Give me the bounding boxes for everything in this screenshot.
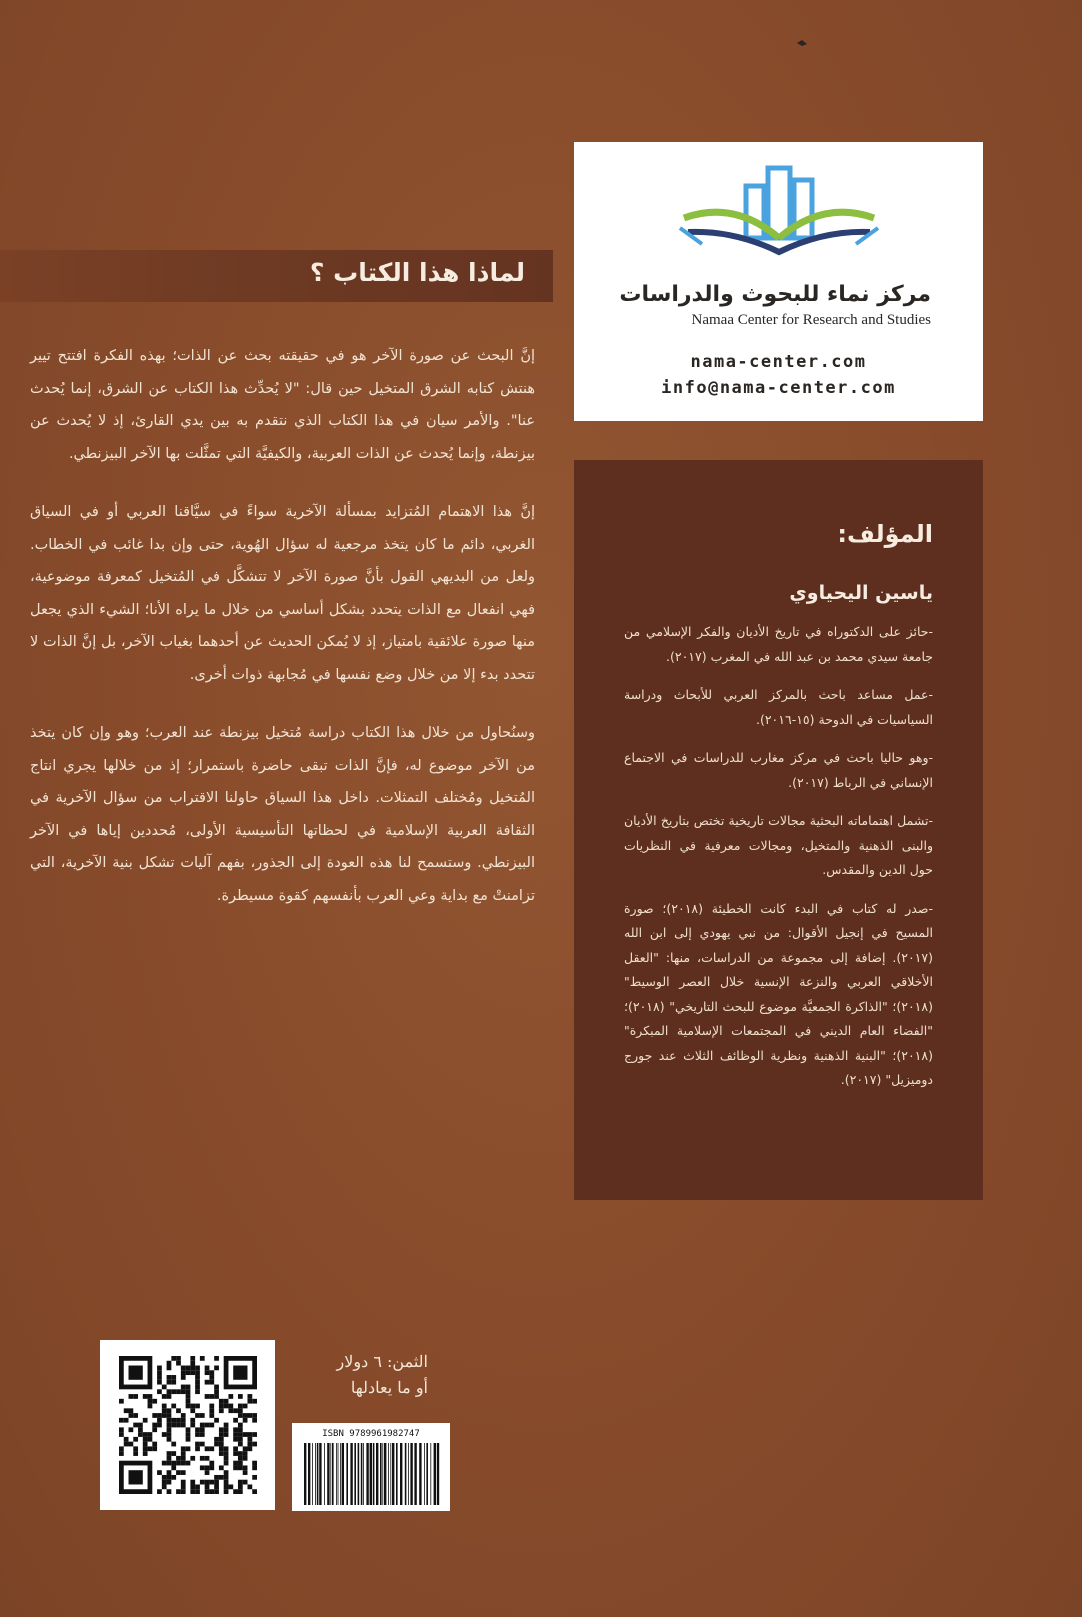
barcode <box>292 1423 450 1511</box>
ink-speck-icon <box>795 38 809 48</box>
qr-code <box>100 1340 275 1510</box>
publisher-name-arabic: مركز نماء للبحوث والدراسات <box>619 282 931 307</box>
why-heading: لماذا هذا الكتاب ؟ <box>309 258 525 287</box>
price-line: الثمن: ٦ دولار <box>336 1352 428 1371</box>
why-paragraph: إنَّ البحث عن صورة الآخر هو في حقيقته بحث عن الذات؛ بهذه الفكرة افتتح تيير هنتش كتابه الشرق المتخيل حين قال: "لا يُحدِّث هذا الكتاب عن الشرق، إنما يُحدث عنا". والأمر سيان في هذا الكتاب الذي نتقدم به بين يدي القارئ، إذ لا يُحدث عن بيزنطة، وإنما يُحدث عن الذات العربية، والكيفيَّة التي تمثَّلت بها الآخر البيزنطي. <box>30 348 535 462</box>
why-paragraph: وسنُحاول من خلال هذا الكتاب دراسة مُتخيل بيزنطة عند العرب؛ وهو وإن كان يتخذ من الآخر موضوع له، فإنَّ الذات تبقى حاضرة باستمرار؛ إذ من خلالها يجري انتاج المُتخيل ومُختلف التمثلات. داخل هذا السياق حاولنا الاقتراب من سؤال الآخرية في الثقافة العربية الإسلامية في لحظاتها التأسيسية الأولى، مُحددين إياها في الآخر البيزنطي. وستسمح لنا هذه العودة إلى الجذور، بفهم آليات تشكل بنية الآخرية، التي تزامنتْ مع بداية وعي العرب بأنفسهم كقوة مسيطرة. <box>30 725 535 904</box>
price-block <box>290 1349 428 1401</box>
author-bio-item: -وهو حاليا باحث في مركز مغارب للدراسات في الاجتماع الإنساني في الرباط (٢٠١٧). <box>624 750 933 790</box>
publisher-logo-icon <box>674 160 884 260</box>
author-bio-item: -صدر له كتاب في البدء كانت الخطيئة (٢٠١٨)؛ صورة المسيح في إنجيل الأقوال: من نبي يهودي إلى ابن الله (٢٠١٧). إضافة إلى مجموعة من الدراسات، منها: "العقل الأخلاقي العربي والنزعة الإنسية خلال العصر الوسيط" (٢٠١٨)؛ "الذاكرة الجمعيَّة موضوع للبحث التاريخي" (٢٠١٨)؛ "الفضاء العام الديني في المجتمعات الإسلامية المبكرة" (٢٠١٨)؛ "البنية الذهنية ونظرية الوظائف الثلاث عند جورج دوميزيل" (٢٠١٧). <box>624 900 933 1087</box>
author-bio <box>624 620 933 1107</box>
publisher-website[interactable]: nama-center.com <box>690 352 867 372</box>
author-bio-item: -عمل مساعد باحث بالمركز العربي للأبحاث ودراسة السياسيات في الدوحة (١٥-٢٠١٦). <box>624 687 933 727</box>
publisher-box <box>574 142 983 421</box>
barcode-icon <box>302 1443 440 1505</box>
author-panel <box>574 460 983 1200</box>
qr-code-icon <box>119 1356 257 1494</box>
price-note: أو ما يعادلها <box>350 1378 428 1397</box>
author-name: ياسين اليحياوي <box>789 582 933 604</box>
publisher-email[interactable]: info@nama-center.com <box>661 378 896 398</box>
why-paragraph: إنَّ هذا الاهتمام المُتزايد بمسألة الآخرية سواءً في سيَّاقنا العربي أو في السياق الغربي، دائم ما كان يتخذ مرجعية له سؤال الهُوية، حتى وإن بدا غائب في الخطاب. ولعل من البديهي القول بأنَّ صورة الآخر لا تتشكَّل في المُتخيل كمعرفة موضوعية، فهي انفعال مع الذات يتحدد بشكل أساسي من خلال ما يراه الأنا؛ الشيء الذي يجعل منها صورة علائقية بامتياز، إذ لا يُمكن الحديث عن أحدهما بغياب الآخر، بل إنَّ الذات لا تتحدد بدء إلا من خلال وضع نفسها في مُجابهة ذوات أخرى. <box>30 504 535 683</box>
why-heading-band <box>0 250 553 302</box>
author-heading: المؤلف: <box>837 520 933 548</box>
why-text <box>30 340 535 938</box>
isbn-label: ISBN 9789961982747 <box>322 1429 420 1439</box>
publisher-name-english: Namaa Center for Research and Studies <box>691 312 931 328</box>
author-bio-item: -تشمل اهتماماته البحثية مجالات تاريخية تختص بتاريخ الأديان والبنى الذهنية والمتخيل، ومجالات معرفية في النظريات حول الدين والمقدس. <box>624 813 933 877</box>
author-bio-item: -حائز على الدكتوراه في تاريخ الأديان والفكر الإسلامي من جامعة سيدي محمد بن عبد الله في المغرب (٢٠١٧). <box>624 624 933 664</box>
